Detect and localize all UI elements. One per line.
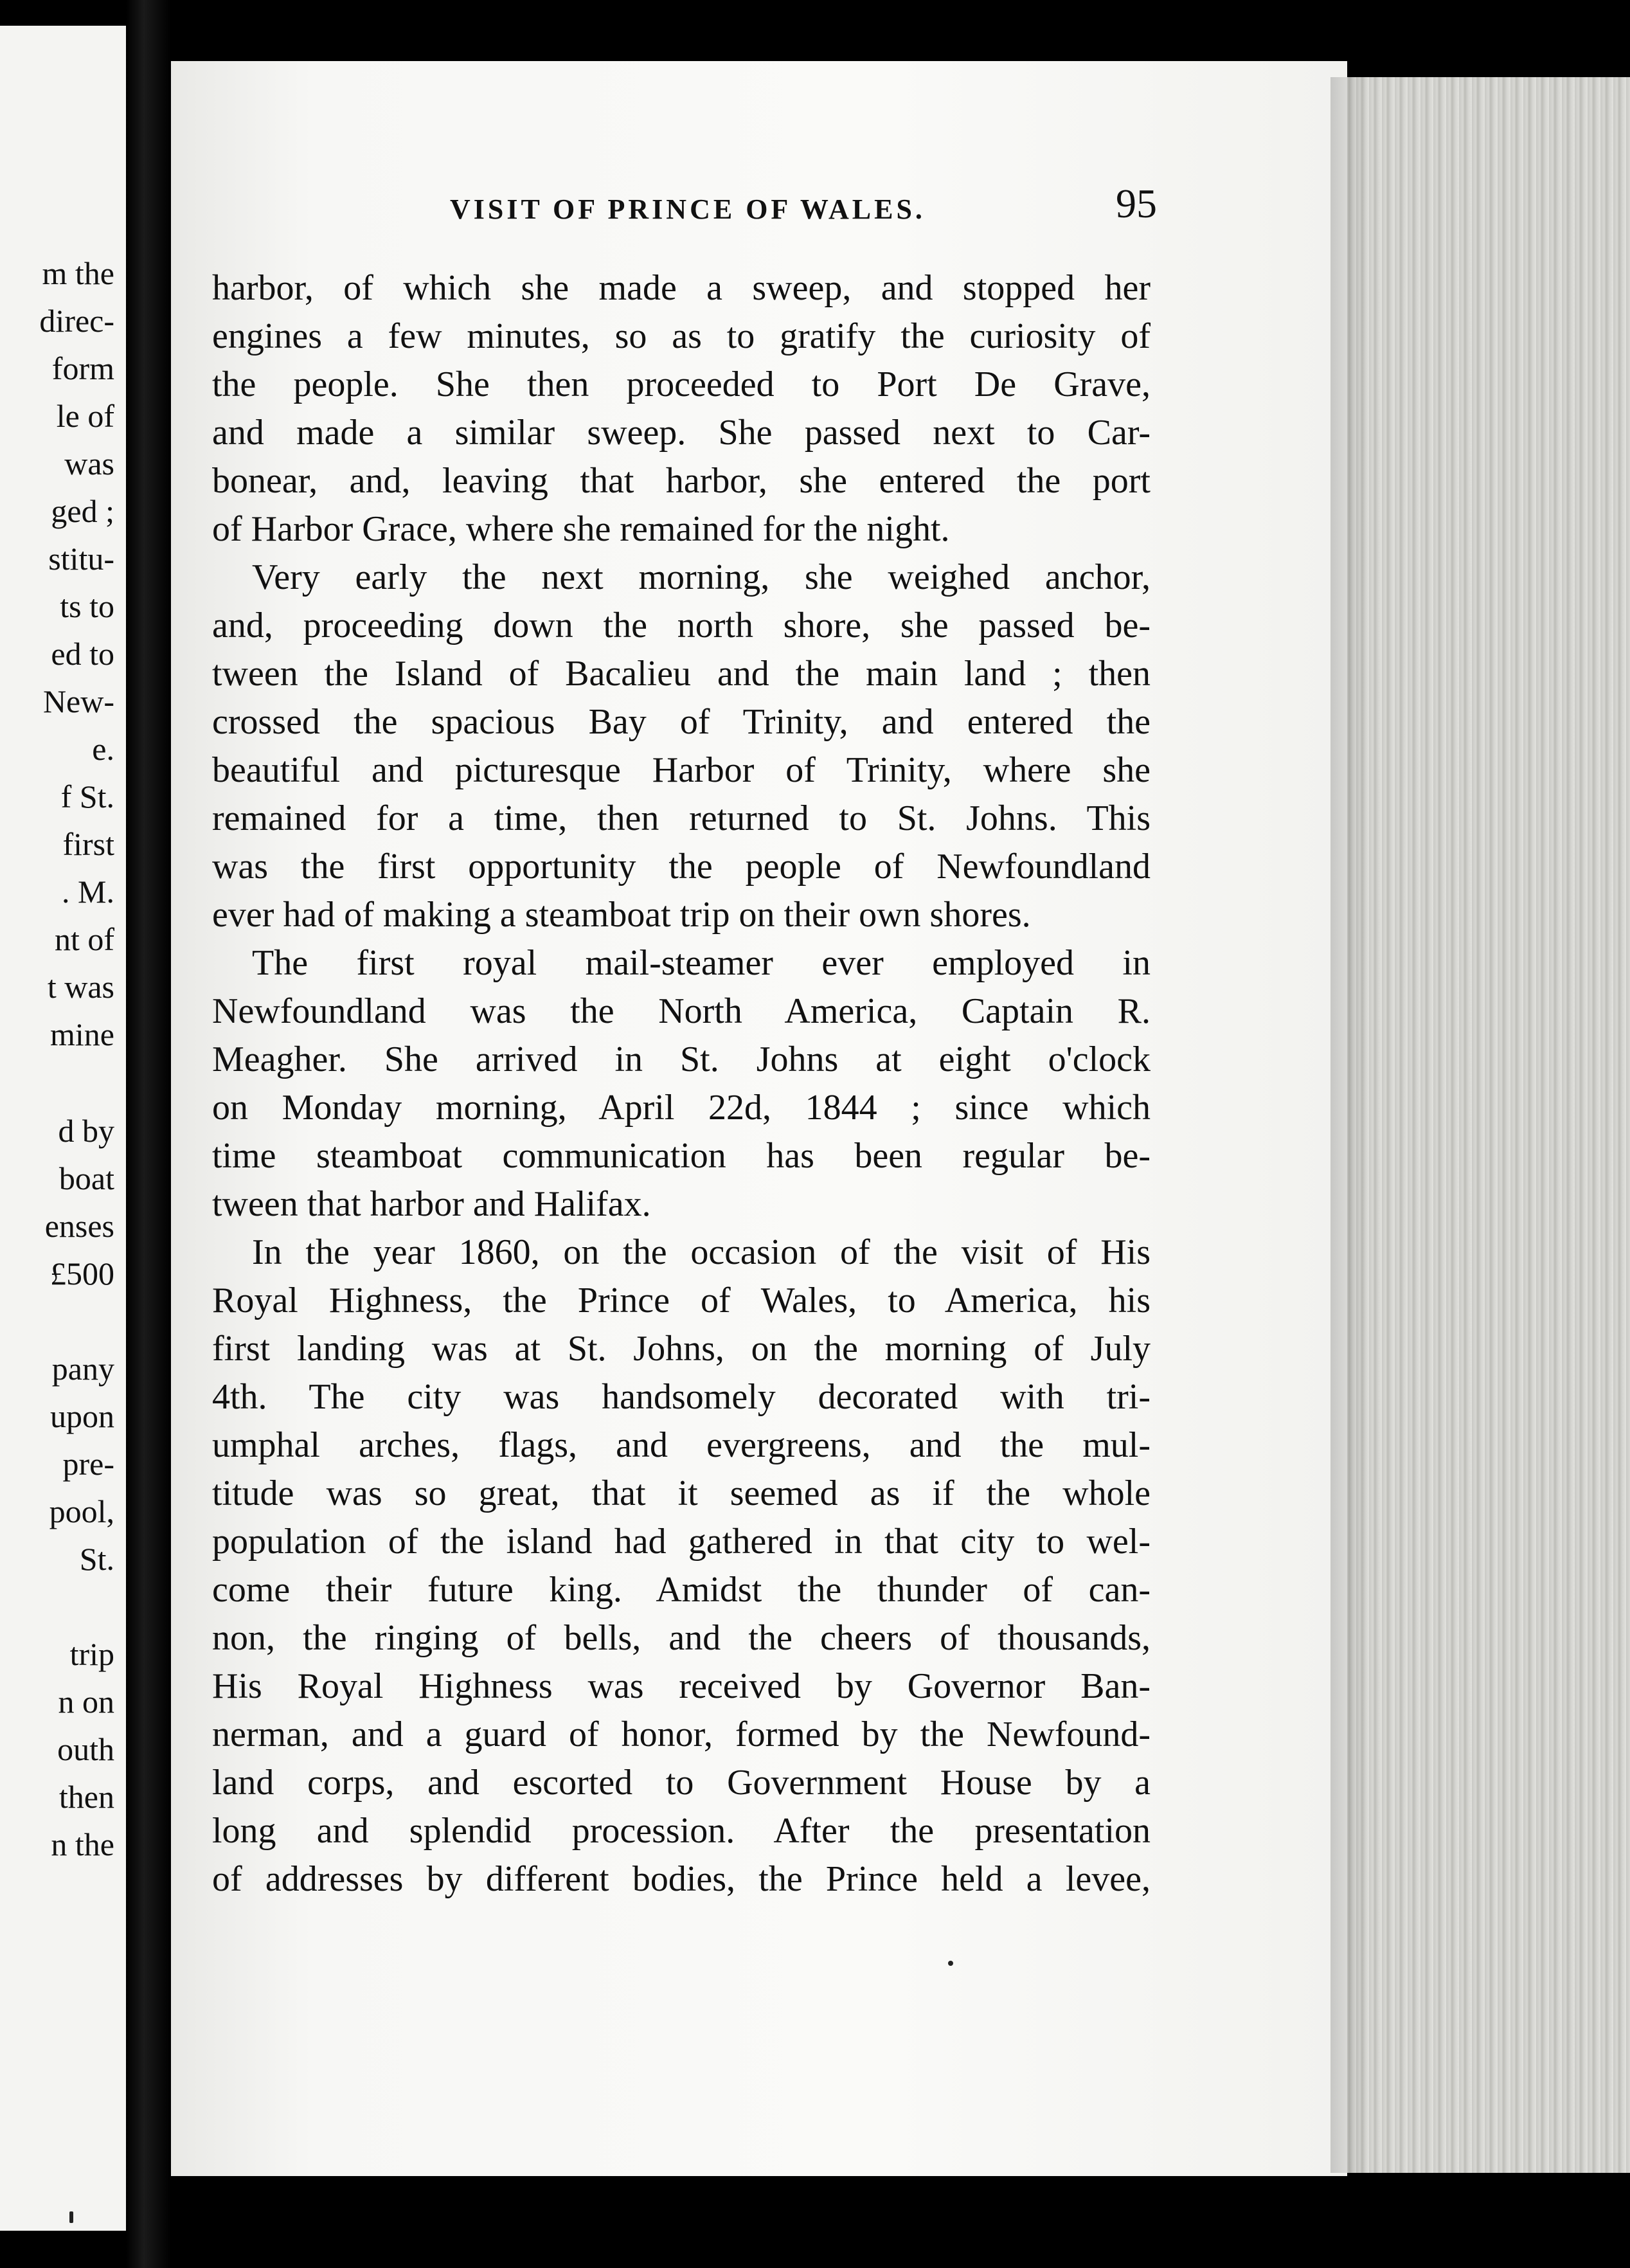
previous-page-line: New- bbox=[42, 683, 114, 719]
text-line: and made a similar sweep. She passed next to Car- bbox=[212, 413, 1151, 453]
previous-page-line: le of bbox=[56, 398, 114, 434]
previous-page-line: £500 bbox=[50, 1256, 114, 1292]
previous-page-line: e. bbox=[92, 731, 114, 767]
previous-page-line: outh bbox=[57, 1731, 114, 1767]
text-line: population of the island had gathered in that city to wel- bbox=[212, 1522, 1151, 1562]
previous-page bbox=[0, 26, 126, 2231]
text-line: was the first opportunity the people of Newfoundland bbox=[212, 847, 1151, 887]
text-line: 4th. The city was handsomely decorated with tri- bbox=[212, 1377, 1151, 1417]
previous-page-line: trip bbox=[69, 1636, 114, 1672]
text-line: tween that harbor and Halifax. bbox=[212, 1184, 651, 1224]
text-line: beautiful and picturesque Harbor of Trinity, where she bbox=[212, 750, 1151, 790]
previous-page-line: St. bbox=[79, 1541, 114, 1577]
previous-page-line: direc- bbox=[39, 303, 114, 339]
previous-page-line: ts to bbox=[60, 588, 114, 624]
page-edges bbox=[1330, 77, 1630, 2173]
previous-page-line: nt of bbox=[54, 921, 114, 957]
previous-page-line: mine bbox=[50, 1016, 114, 1052]
previous-page-line: ged ; bbox=[51, 493, 114, 529]
text-line: on Monday morning, April 22d, 1844 ; since which bbox=[212, 1088, 1151, 1128]
previous-page-line: pre- bbox=[62, 1446, 114, 1482]
text-line: crossed the spacious Bay of Trinity, and entered the bbox=[212, 702, 1151, 742]
previous-page-line: was bbox=[64, 446, 114, 482]
previous-page-line: pool, bbox=[49, 1493, 114, 1529]
text-line: Royal Highness, the Prince of Wales, to America, his bbox=[212, 1281, 1151, 1320]
previous-page-line: upon bbox=[50, 1398, 114, 1434]
text-line: come their future king. Amidst the thunder of can- bbox=[212, 1570, 1151, 1610]
text-line: the people. She then proceeded to Port De Grave, bbox=[212, 364, 1151, 404]
page-number: 95 bbox=[1116, 181, 1157, 226]
previous-page-line: ed to bbox=[51, 636, 114, 672]
text-line: and, proceeding down the north shore, she passed be- bbox=[212, 606, 1151, 645]
text-line: The first royal mail-steamer ever employed in bbox=[252, 943, 1151, 983]
previous-page-line: then bbox=[58, 1779, 114, 1815]
text-line: umphal arches, flags, and evergreens, and the mul- bbox=[212, 1425, 1151, 1465]
previous-page-line: m the bbox=[42, 255, 114, 291]
text-line: titude was so great, that it seemed as if the whole bbox=[212, 1473, 1151, 1513]
text-line: His Royal Highness was received by Governor Ban- bbox=[212, 1666, 1151, 1706]
previous-page-line: boat bbox=[58, 1160, 114, 1196]
text-line: ever had of making a steamboat trip on their own shores. bbox=[212, 895, 1031, 935]
text-line: bonear, and, leaving that harbor, she entered the port bbox=[212, 461, 1151, 501]
page-edge-shadow bbox=[1330, 77, 1369, 2173]
previous-page-line: enses bbox=[44, 1208, 114, 1244]
text-line: engines a few minutes, so as to gratify the curiosity of bbox=[212, 316, 1151, 356]
previous-page-line: n on bbox=[58, 1684, 114, 1720]
previous-page-line: stitu- bbox=[48, 541, 114, 577]
previous-page-line: t was bbox=[47, 969, 114, 1005]
previous-page-line: . M. bbox=[62, 874, 114, 910]
text-line: non, the ringing of bells, and the cheers of thousands, bbox=[212, 1618, 1151, 1658]
text-line: time steamboat communication has been regular be- bbox=[212, 1136, 1151, 1176]
text-line: remained for a time, then returned to St. Johns. This bbox=[212, 798, 1151, 838]
text-line: nerman, and a guard of honor, formed by the Newfound- bbox=[212, 1715, 1151, 1754]
previous-page-line: pany bbox=[51, 1351, 114, 1387]
previous-page-line: d by bbox=[58, 1113, 114, 1149]
print-speck bbox=[69, 2211, 73, 2223]
text-line: first landing was at St. Johns, on the morning of July bbox=[212, 1329, 1151, 1369]
previous-page-line: n the bbox=[51, 1826, 114, 1862]
page-header bbox=[450, 180, 1157, 238]
previous-page-line: first bbox=[62, 826, 114, 862]
text-line: Meagher. She arrived in St. Johns at eight o'clock bbox=[212, 1040, 1151, 1079]
text-line: of addresses by different bodies, the Prince held a levee, bbox=[212, 1859, 1151, 1899]
text-line: long and splendid procession. After the presentation bbox=[212, 1811, 1151, 1851]
text-line: In the year 1860, on the occasion of the visit of His bbox=[252, 1232, 1151, 1272]
text-line: of Harbor Grace, where she remained for the night. bbox=[212, 509, 950, 549]
previous-page-line: f St. bbox=[60, 779, 114, 815]
text-line: tween the Island of Bacalieu and the main land ; then bbox=[212, 654, 1151, 694]
book-gutter bbox=[126, 0, 171, 2268]
text-line: land corps, and escorted to Government House by a bbox=[212, 1763, 1151, 1803]
previous-page-line: form bbox=[51, 350, 114, 386]
text-line: Very early the next morning, she weighed anchor, bbox=[252, 557, 1151, 597]
print-speck bbox=[948, 1961, 953, 1966]
text-line: harbor, of which she made a sweep, and stopped her bbox=[212, 268, 1151, 308]
running-head: VISIT OF PRINCE OF WALES. bbox=[450, 194, 926, 225]
text-line: Newfoundland was the North America, Captain R. bbox=[212, 991, 1151, 1031]
